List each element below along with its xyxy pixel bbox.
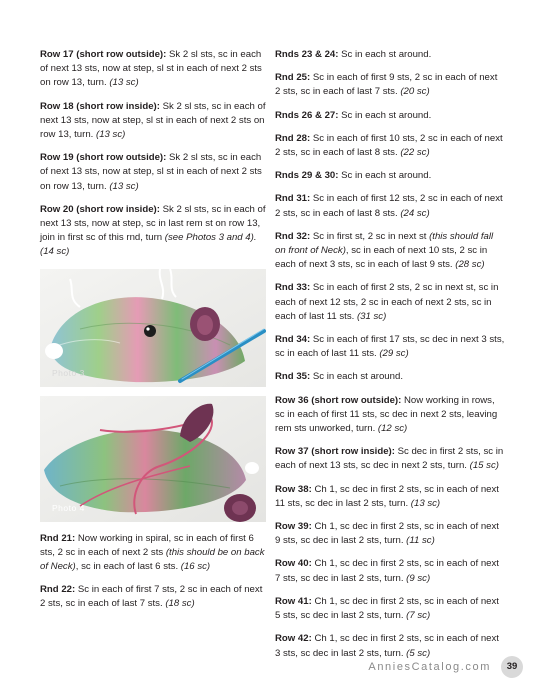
instruction-rnd-31: Rnd 31: Sc in each of first 12 sts, 2 sc in each of next 2 sts, sc in each of last 8 sts. (24 sc) (275, 193, 503, 219)
instruction-rnd-34: Rnd 34: Sc in each of first 17 sts, sc dec in next 3 sts, sc in each of last 11 sts. (29 sc) (275, 334, 505, 360)
photo-4 (40, 396, 266, 522)
instruction-rnds-23-24: Rnds 23 & 24: Sc in each st around. (275, 49, 432, 60)
instruction-row-42: Row 42: Ch 1, sc dec in first 2 sts, sc in each of next 3 sts, sc dec in last 2 sts, turn. (5 sc) (275, 633, 499, 659)
instruction-rnd-28: Rnd 28: Sc in each of first 10 sts, 2 sc in each of next 2 sts, sc in each of last 8 sts. (22 sc) (275, 132, 503, 159)
photo-3 (40, 269, 266, 387)
instruction-row-19: Row 19 (short row outside): Sk 2 sl sts, sc in each of next 13 sts, now at step, sl st in each of next 2 sts on row 13, turn. (13 sc) (40, 152, 262, 192)
instruction-rnds-29-30: Rnds 29 & 30: Sc in each st around. (275, 170, 432, 182)
instruction-rnd-33: Rnd 33: Sc in each of first 2 sts, 2 sc in next st, sc in each of next 12 sts, 2 sc in each of next 2 sts, sc in each of last 11 sts. (31 sc) (275, 282, 499, 322)
instruction-rnd-25: Rnd 25: Sc in each of first 9 sts, 2 sc in each of next 2 sts, sc in each of last 7 sts. (20 sc) (275, 72, 498, 98)
instruction-rnd-22: Rnd 22: Sc in each of first 7 sts, 2 sc in each of next 2 sts, sc in each of last 7 sts. (18 sc) (40, 584, 263, 610)
instruction-row-38: Row 38: Ch 1, sc dec in first 2 sts, sc in each of next 11 sts, sc dec in last 2 sts, turn. (13 sc) (275, 483, 499, 509)
instruction-rnds-26-27: Rnds 26 & 27: Sc in each st around. (275, 109, 432, 121)
instruction-row-40: Row 40: Ch 1, sc dec in first 2 sts, sc in each of next 7 sts, sc dec in last 2 sts, turn. (9 sc) (275, 558, 499, 584)
instruction-rnd-35: Rnd 35: Sc in each st around. (275, 371, 403, 383)
instruction-row-20: Row 20 (short row inside): Sk 2 sl sts, sc in each of next 13 sts, now at step, sc in last rem st on row 13, join in first sc of this rnd, turn (see Photos 3 and 4). (14 sc) (40, 203, 266, 258)
instruction-row-39: Row 39: Ch 1, sc dec in first 2 sts, sc in each of next 9 sts, sc dec in last 2 sts, turn. (11 sc) (275, 521, 499, 547)
instruction-rnd-21: Rnd 21: Now working in spiral, sc in each of first 6 sts, 2 sc in each of next 2 sts (this should be on back of Neck), sc in each of last 6 sts. (16 sc) (40, 532, 265, 573)
instruction-row-18: Row 18 (short row inside): Sk 2 sl sts, sc in each of next 13 sts, now at step, sl st in each of next 2 sts on row 13, turn. (13 sc) (40, 100, 266, 141)
photo-4-caption: Photo 4 (52, 503, 85, 514)
instruction-row-36: Row 36 (short row outside): Now working in rows, sc in each of first 11 sts, sc dec in next 2 sts, leaving rem sts unworked, turn. (12 sc) (275, 394, 498, 435)
photo-3-caption: Photo 3 (52, 368, 85, 379)
instruction-row-41: Row 41: Ch 1, sc dec in first 2 sts, sc in each of next 5 sts, sc dec in last 2 sts, turn. (7 sc) (275, 595, 499, 622)
instruction-rnd-32: Rnd 32: Sc in first st, 2 sc in next st (this should fall on front of Neck), sc in each of next 10 sts, 2 sc in each of next 3 sts, sc in each of last 9 sts. (28 sc) (275, 230, 494, 271)
footer-site-link[interactable]: AnniesCatalog.com (368, 661, 491, 673)
page-number: 39 (501, 656, 523, 678)
instruction-row-37: Row 37 (short row inside): Sc dec in first 2 sts, sc in each of next 13 sts, sc dec in next 2 sts, turn. (15 sc) (275, 446, 504, 472)
left-column (40, 48, 268, 621)
right-column (275, 48, 505, 670)
instruction-row-17: Row 17 (short row outside): Sk 2 sl sts, sc in each of next 13 sts, now at step, sl st in each of next 2 sts on row 13, turn. (13 sc) (40, 49, 262, 89)
